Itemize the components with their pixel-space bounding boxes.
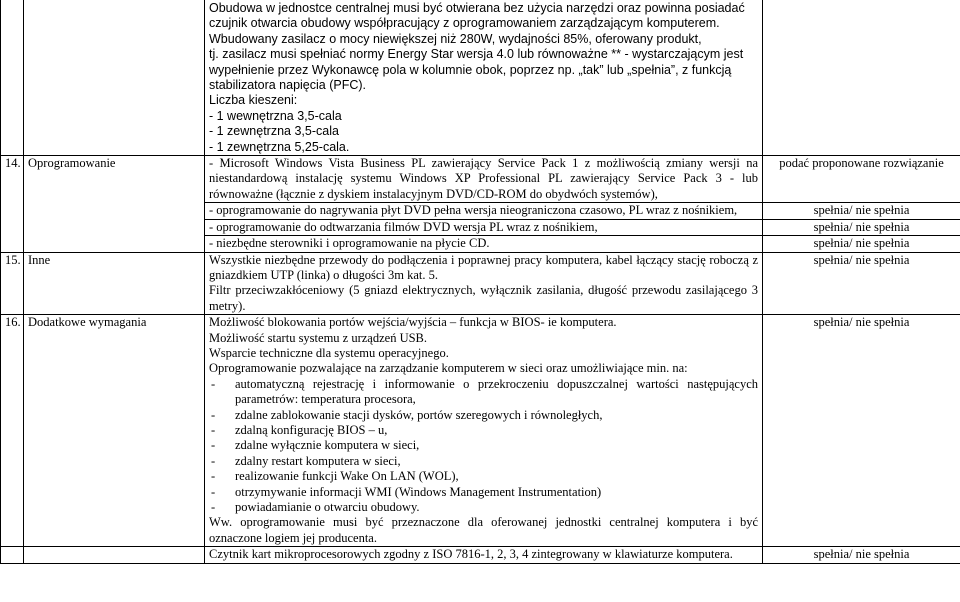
additional-requirements-cell [205, 315, 763, 547]
bios-port-lock-text: Możliwość blokowania portów wejścia/wyjścia – funkcja w BIOS- ie komputera. [209, 315, 617, 330]
response-cell [763, 0, 960, 156]
response-field[interactable]: spełnia/ nie spełnia [763, 547, 960, 563]
row-name: Dodatkowe wymagania [24, 315, 205, 547]
usb-boot-text: Możliwość startu systemu z urządzeń USB. [209, 330, 428, 345]
response-field[interactable]: podać proponowane rozwiązanie [763, 156, 960, 203]
row-number-cell [1, 547, 24, 563]
desc-line: - 1 wewnętrzna 3,5-cala [209, 108, 342, 123]
software-drivers-description: - niezbędne sterowniki i oprogramowanie na płycie CD. [205, 236, 763, 252]
table-row-14 [1, 156, 960, 203]
desc-line: tj. zasilacz musi spełniać normy Energy Star wersja 4.0 lub równoważne ** - wystarczającym jest [209, 47, 744, 62]
desc-line: - 1 zewnętrzna 5,25-cala. [209, 139, 350, 154]
list-item: - powiadamianie o otwarciu obudowy. [211, 500, 420, 514]
response-field[interactable]: spełnia/ nie spełnia [763, 203, 960, 219]
response-field[interactable]: spełnia/ nie spełnia [763, 219, 960, 235]
row-number: 16. [1, 315, 24, 547]
response-field[interactable]: spełnia/ nie spełnia [763, 315, 960, 547]
management-features-list [209, 377, 758, 516]
management-software-text: Oprogramowanie pozwalające na zarządzanie komputerem w sieci oraz umożliwiające min. na: [209, 361, 688, 376]
filter-description: Filtr przeciwzakłóceniowy (5 gniazd elektrycznych, wyłącznik zasilania, długość przewodu zasilającego 3 metry). [209, 283, 758, 313]
table-row-16 [1, 315, 960, 547]
row-name: Oprogramowanie [24, 156, 205, 252]
list-item: - otrzymywanie informacji WMI (Windows Management Instrumentation) [211, 484, 602, 499]
row-number: 14. [1, 156, 24, 252]
response-field[interactable]: spełnia/ nie spełnia [763, 252, 960, 315]
desc-line: wypełnienie przez Wykonawcę pola w kolumnie obok, poprzez np. „tak” lub „spełnia”, z funkcją [209, 62, 732, 77]
desc-line: czujnik otwarcia obudowy współpracujący z oprogramowaniem zarządzającym komputerem. [209, 16, 720, 31]
software-dvd-burn-description: - oprogramowanie do nagrywania płyt DVD pełna wersja nieograniczona czasowo, PL wraz z nośnikiem, [205, 203, 763, 219]
response-field[interactable]: spełnia/ nie spełnia [763, 236, 960, 252]
row-name-cell [24, 0, 205, 156]
desc-line: - 1 zewnętrzna 3,5-cala [209, 124, 339, 139]
list-item: - automatyczną rejestrację i informowanie o przekroczeniu dopuszczalnej wartości następujących parametrów: temperatura procesora, [211, 376, 758, 407]
list-item: - zdalną konfigurację BIOS – u, [211, 422, 388, 437]
table-row-continued [1, 0, 960, 156]
table-row-15 [1, 252, 960, 315]
list-item: - zdalny restart komputera w sieci, [211, 453, 401, 468]
tech-support-text: Wsparcie techniczne dla systemu operacyjnego. [209, 345, 449, 360]
list-item: - zdalne zablokowanie stacji dysków, portów szeregowych i równoległych, [211, 407, 603, 422]
card-reader-description: Czytnik kart mikroprocesorowych zgodny z ISO 7816-1, 2, 3, 4 zintegrowany w klawiaturze komputera. [205, 547, 763, 563]
cables-description: Wszystkie niezbędne przewody do podłączenia i poprawnej pracy komputera, kabel łączący stację roboczą z gniazdkiem UTP (linka) o długości 3m kat. 5. [209, 252, 758, 282]
software-os-description: - Microsoft Windows Vista Business PL zawierający Service Pack 1 z możliwością zmiany wersji na niestandardową instalację systemu Windows XP Professional PL zawierający Service Pack 3 - lub równoważne (łącznie z dyskiem instalacyjnym DVD/CD-ROM do obydwóch systemów), [205, 156, 763, 203]
software-dvd-play-description: - oprogramowanie do odtwarzania filmów DVD wersja PL wraz z nośnikiem, [205, 219, 763, 235]
producer-logo-text: Ww. oprogramowanie musi być przeznaczone dla oferowanej jednostki centralnej komputera i być oznaczone logiem jej producenta. [209, 515, 758, 545]
case-description-cell [205, 0, 763, 156]
row-name: Inne [24, 252, 205, 315]
list-item: - realizowanie funkcji Wake On LAN (WOL), [211, 469, 459, 484]
desc-line: Wbudowany zasilacz o mocy niewiększej niż 280W, wydajności 85%, oferowany produkt, [209, 31, 702, 46]
row-number: 15. [1, 252, 24, 315]
row-name-cell [24, 547, 205, 563]
desc-line: Obudowa w jednostce centralnej musi być otwierana bez użycia narzędzi oraz powinna posiadać [209, 1, 745, 15]
other-description-cell [205, 252, 763, 315]
list-item: - zdalne wyłącznie komputera w sieci, [211, 438, 420, 453]
desc-line: Liczba kieszeni: [209, 93, 298, 108]
desc-line: stabilizatora napięcia (PFC). [209, 78, 367, 93]
row-number-cell [1, 0, 24, 156]
table-row-16b [1, 547, 960, 563]
